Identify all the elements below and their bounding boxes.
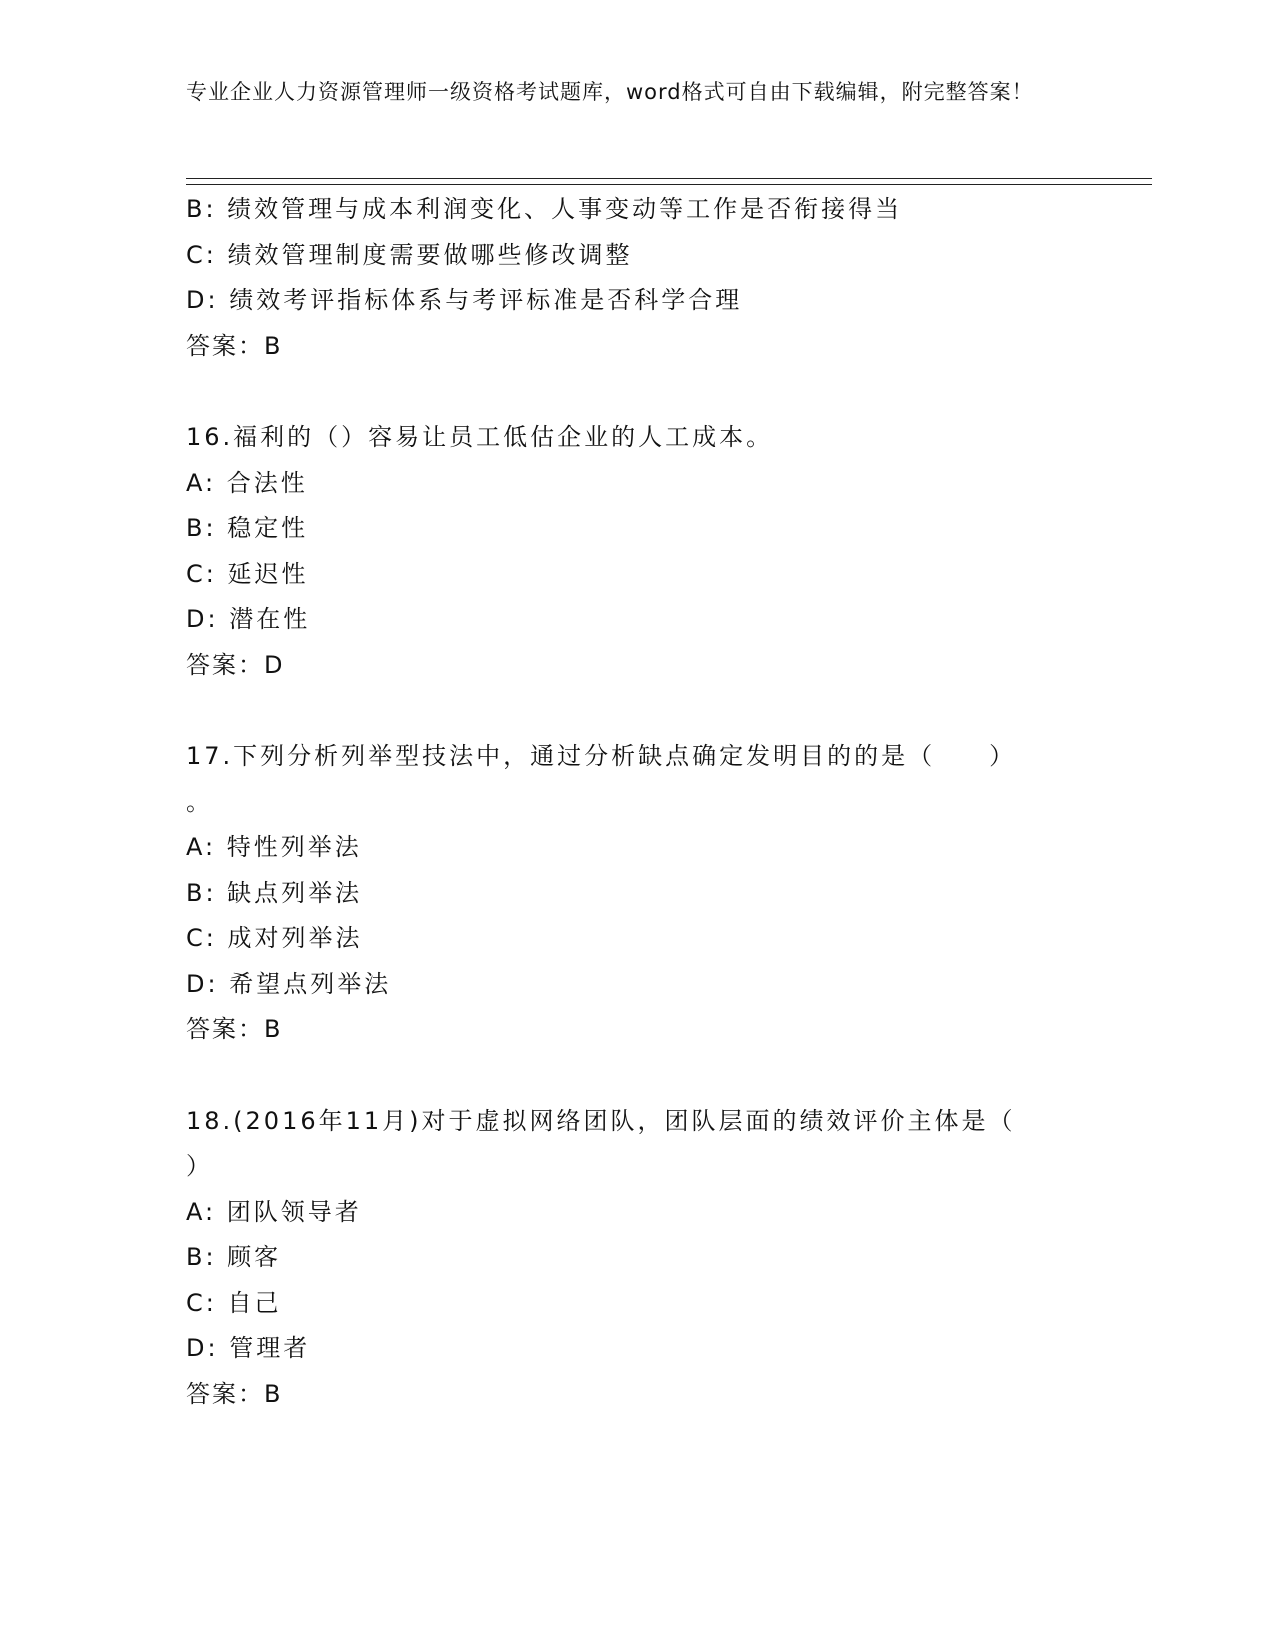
option-c: C: 自己 (186, 1288, 282, 1317)
option-c: C: 延迟性 (186, 559, 309, 588)
question-17 (186, 734, 1106, 1053)
question-stem: 18.(2016年11月)对于虚拟网络团队，团队层面的绩效评价主体是（ (186, 1106, 1016, 1135)
option-a: A: 特性列举法 (186, 833, 362, 861)
option-c: C: 成对列举法 (186, 924, 363, 952)
option-c: C: 绩效管理制度需要做哪些修改调整 (186, 240, 633, 269)
question-stem: 17.下列分析列举型技法中，通过分析缺点确定发明目的的是（ ） (186, 742, 1017, 770)
option-a: A: 合法性 (186, 468, 308, 497)
option-d: D: 管理者 (186, 1334, 311, 1362)
option-d: D: 潜在性 (186, 605, 311, 633)
answer: 答案：B (186, 1015, 283, 1043)
document-body (186, 187, 1106, 1417)
answer: 答案：B (186, 331, 283, 360)
prev-question (186, 187, 1106, 369)
option-b: B: 顾客 (186, 1243, 282, 1271)
header-divider (186, 178, 1152, 185)
question-stem: 16.福利的（）容易让员工低估企业的人工成本。 (186, 423, 774, 451)
question-stem-tail: ） (186, 1152, 213, 1180)
question-16 (186, 415, 1106, 688)
page-header: 专业企业人力资源管理师一级资格考试题库，word格式可自由下载编辑，附完整答案！ (186, 80, 1034, 104)
question-18 (186, 1099, 1106, 1418)
option-d: D: 希望点列举法 (186, 969, 392, 998)
option-d: D: 绩效考评指标体系与考评标准是否科学合理 (186, 286, 743, 314)
option-b: B: 稳定性 (186, 514, 309, 542)
answer: 答案：B (186, 1379, 283, 1408)
question-stem-tail: 。 (186, 787, 213, 816)
option-b: B: 缺点列举法 (186, 878, 363, 907)
answer: 答案：D (186, 650, 285, 679)
option-b: B: 绩效管理与成本利润变化、人事变动等工作是否衔接得当 (186, 195, 903, 223)
option-a: A: 团队领导者 (186, 1197, 362, 1226)
